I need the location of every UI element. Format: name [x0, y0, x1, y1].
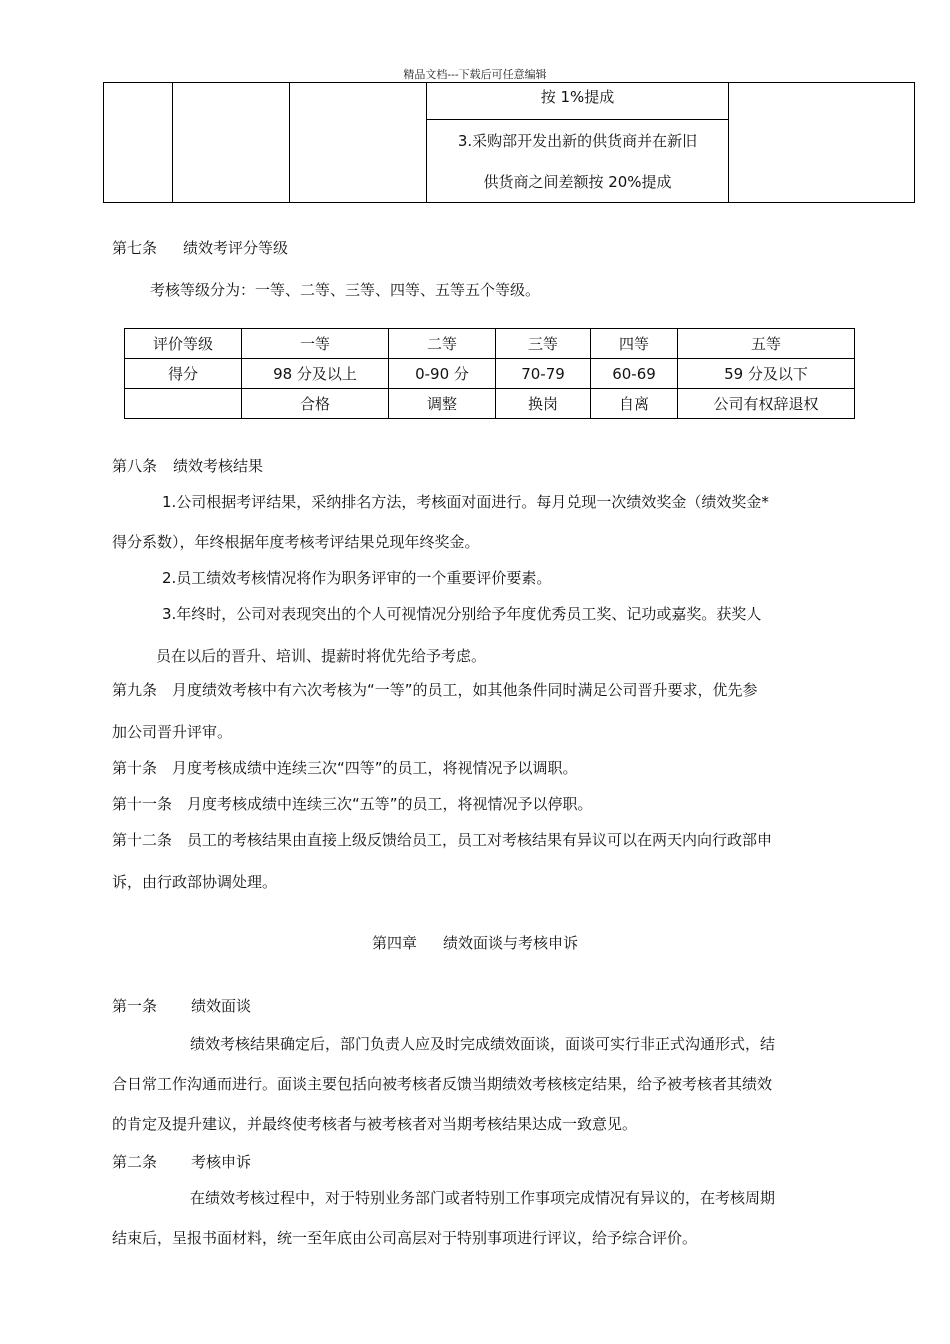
table-row	[125, 389, 855, 419]
table-cell: 98 分及以上	[242, 359, 389, 389]
cell-text-line: 按 1%提成	[427, 83, 728, 120]
table-cell: 三等	[496, 329, 591, 359]
article-12: 第十二条 员工的考核结果由直接上级反馈给员工，员工对考核结果有异议可以在两天内向行政部申	[112, 831, 773, 849]
paragraph: 绩效考核结果确定后，部门负责人应及时完成绩效面谈，面谈可实行非正式沟通形式，结	[190, 1035, 776, 1053]
table-cell: 59 分及以下	[678, 359, 855, 389]
paragraph: 的肯定及提升建议，并最终使考核者与被考核者对当期考核结果达成一致意见。	[112, 1115, 638, 1133]
table-cell: 二等	[389, 329, 496, 359]
table-cell: 60-69	[591, 359, 678, 389]
article-12-cont: 诉，由行政部协调处理。	[112, 873, 278, 891]
article-7-heading: 第七条 绩效考评分等级	[112, 239, 289, 257]
table-cell: 70-79	[496, 359, 591, 389]
chapter4-article-2-heading: 第二条 考核申诉	[112, 1153, 252, 1171]
article-8-heading: 第八条 绩效考核结果	[112, 457, 264, 475]
table-cell: 得分	[125, 359, 242, 389]
article-9: 第九条 月度绩效考核中有六次考核为“一等”的员工，如其他条件同时满足公司晋升要求，优先参	[112, 681, 758, 699]
page-header: 精品文档---下载后可任意编辑	[403, 68, 547, 81]
table-cell: 一等	[242, 329, 389, 359]
table-cell	[104, 83, 173, 203]
table-cell: 四等	[591, 329, 678, 359]
paragraph: 2.员工绩效考核情况将作为职务评审的一个重要评价要素。	[162, 569, 552, 587]
table-cell: 公司有权辞退权	[678, 389, 855, 419]
article-9-cont: 加公司晋升评审。	[112, 723, 233, 741]
paragraph: 得分系数），年终根据年度考核考评结果兑现年终奖金。	[112, 533, 480, 551]
cell-text-line: 供货商之间差额按 20%提成	[483, 173, 672, 191]
paragraph: 合日常工作沟通而进行。面谈主要包括向被考核者反馈当期绩效考核核定结果，给予被考核者其绩效	[112, 1075, 773, 1093]
table-cell: 自离	[591, 389, 678, 419]
paragraph: 3.年终时，公司对表现突出的个人可视情况分别给予年度优秀员工奖、记功或嘉奖。获奖人	[162, 605, 762, 623]
table-row	[125, 329, 855, 359]
table-cell: 换岗	[496, 389, 591, 419]
table-cell	[125, 389, 242, 419]
table-cell	[173, 83, 290, 203]
paragraph: 员在以后的晋升、培训、提薪时将优先给予考虑。	[156, 647, 487, 665]
paragraph: 结束后，呈报书面材料，统一至年底由公司高层对于特别事项进行评议，给予综合评价。	[112, 1229, 698, 1247]
table-cell: 0-90 分	[389, 359, 496, 389]
paragraph: 1.公司根据考评结果，采纳排名方法，考核面对面进行。每月兑现一次绩效奖金（绩效奖金*	[162, 493, 769, 511]
article-10: 第十条 月度考核成绩中连续三次“四等”的员工，将视情况予以调职。	[112, 759, 578, 777]
table-cell: 合格	[242, 389, 389, 419]
chapter4-article-1-heading: 第一条 绩效面谈	[112, 997, 252, 1015]
table-cell	[427, 83, 729, 203]
table-cell: 五等	[678, 329, 855, 359]
article-11: 第十一条 月度考核成绩中连续三次“五等”的员工，将视情况予以停职。	[112, 795, 593, 813]
article-7-intro: 考核等级分为：一等、二等、三等、四等、五等五个等级。	[150, 281, 541, 299]
grade-table	[124, 328, 855, 419]
top-table-continuation	[103, 82, 915, 203]
table-cell: 评价等级	[125, 329, 242, 359]
cell-text-line: 3.采购部开发出新的供货商并在新旧	[457, 132, 698, 150]
chapter-title: 第四章 绩效面谈与考核申诉	[371, 934, 579, 952]
table-cell: 调整	[389, 389, 496, 419]
table-cell	[729, 83, 915, 203]
table-cell	[290, 83, 427, 203]
table-row	[125, 359, 855, 389]
paragraph: 在绩效考核过程中，对于特别业务部门或者特别工作事项完成情况有异议的，在考核周期	[190, 1189, 776, 1207]
